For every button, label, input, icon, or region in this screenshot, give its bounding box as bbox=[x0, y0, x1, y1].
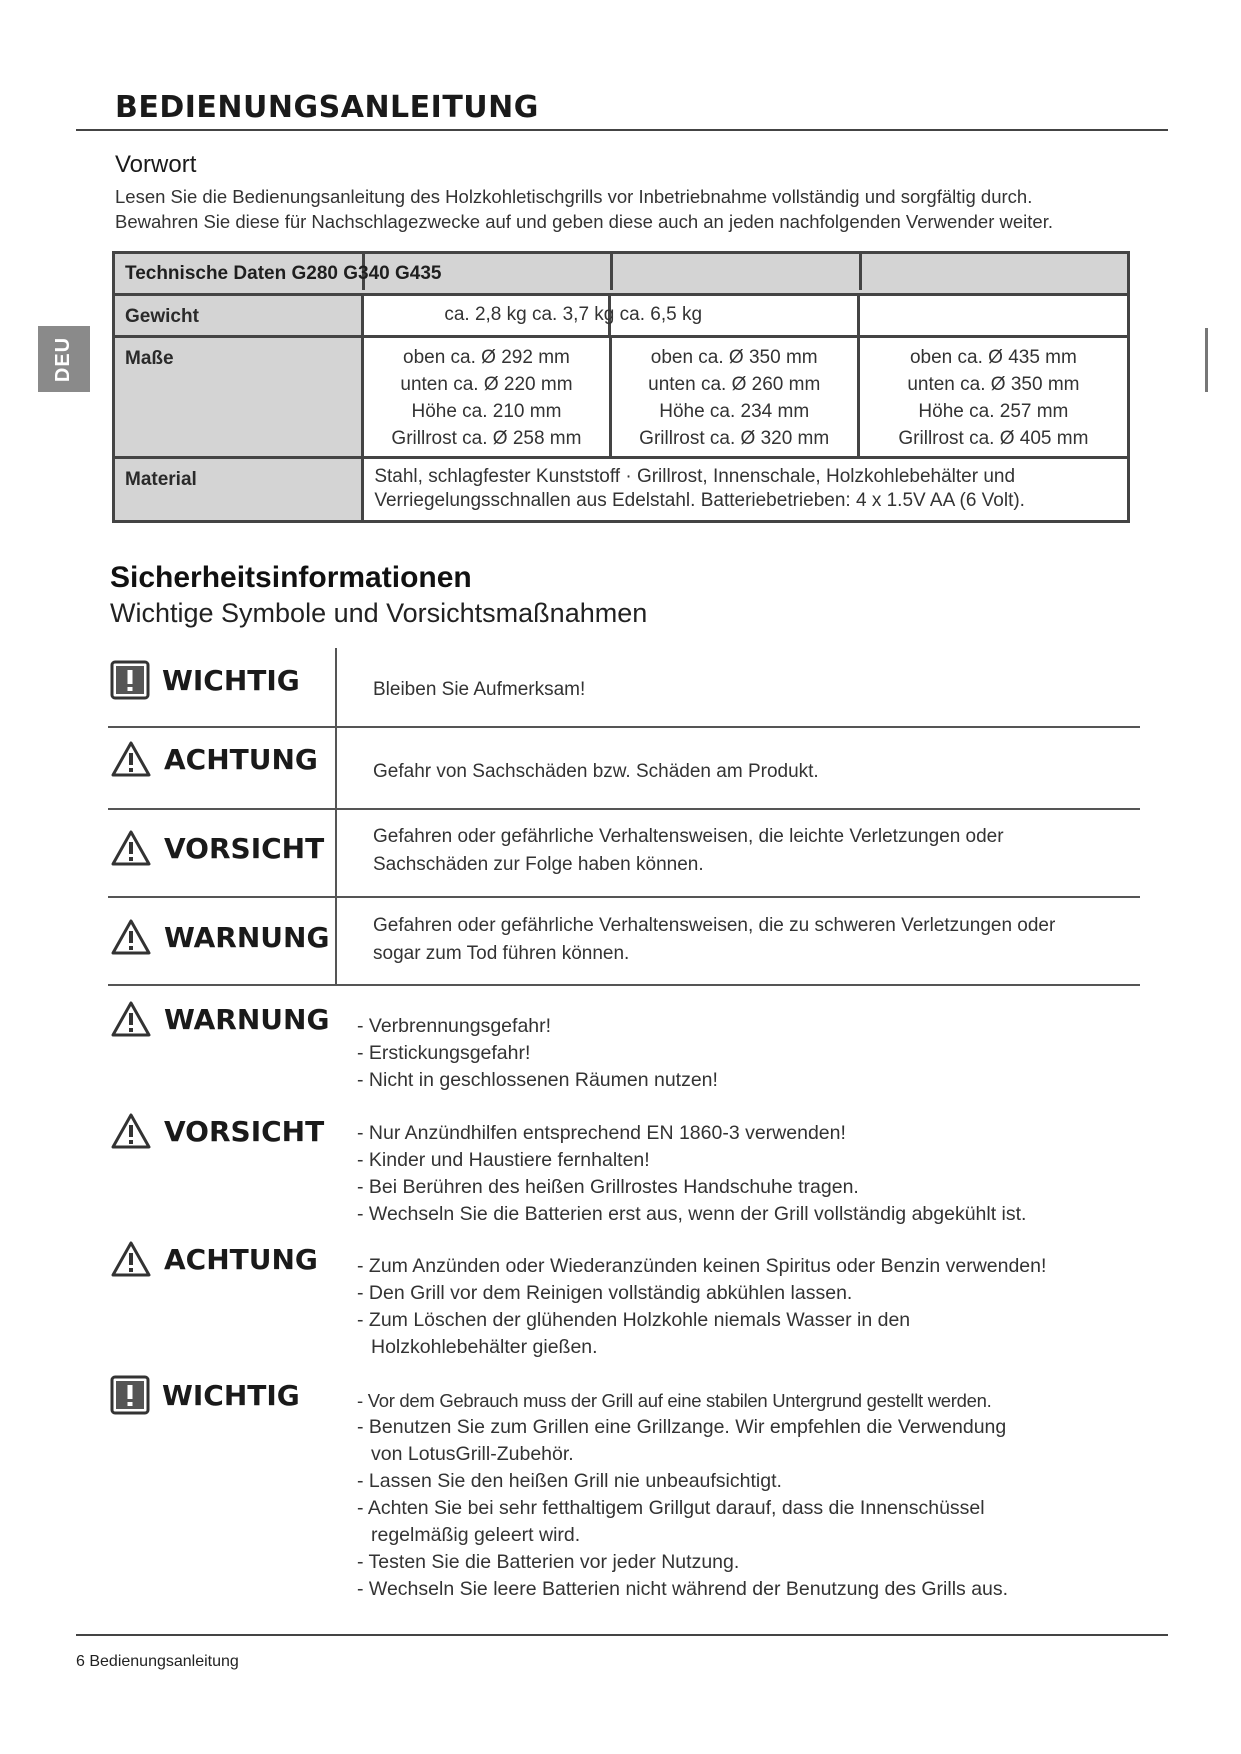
foreword-text: Lesen Sie die Bedienungsanleitung des Holzkohletischgrills vor Inbetriebnahme vollständig und sorgfältig durch. Bewahren Sie diese für Nachschlagezwecke auf und geben diese auch an jeden nachfolgenden Verwender weiter. bbox=[115, 186, 1053, 232]
page-title: BEDIENUNGSANLEITUNG bbox=[115, 90, 539, 125]
header-divider bbox=[76, 129, 1168, 131]
warning-triangle-icon bbox=[110, 918, 152, 956]
table-header-row bbox=[114, 253, 1129, 295]
warning-triangle-icon bbox=[110, 1000, 152, 1038]
important-icon bbox=[110, 660, 150, 700]
weight-label: Gewicht bbox=[114, 295, 363, 337]
list-item: - Den Grill vor dem Reinigen vollständig abkühlen lassen. bbox=[357, 1282, 853, 1304]
dims-label: Maße bbox=[114, 337, 363, 458]
list-item: - Bei Berühren des heißen Grillrostes Handschuhe tragen. bbox=[357, 1176, 859, 1198]
list-item: - Verbrennungsgefahr! bbox=[357, 1015, 552, 1037]
cautions-list bbox=[357, 1120, 1177, 1228]
warning-triangle-icon bbox=[110, 740, 152, 778]
list-item: - Testen Sie die Batterien vor jeder Nutzung. bbox=[357, 1551, 740, 1573]
symbol-attention: ACHTUNG bbox=[110, 740, 318, 778]
symbol-caution: VORSICHT bbox=[110, 829, 324, 867]
cautions-heading: VORSICHT bbox=[110, 1112, 324, 1150]
row-divider bbox=[108, 896, 1140, 898]
warning-desc: Gefahren oder gefährliche Verhaltensweisen, die zu schweren Verletzungen oder sogar zum Tod führen können. bbox=[373, 915, 1056, 964]
list-item: - Achten Sie bei sehr fetthaltigem Grillgut darauf, dass die Innenschüssel bbox=[357, 1497, 985, 1519]
row-divider bbox=[108, 984, 1140, 986]
weight-cell bbox=[363, 295, 859, 337]
material-label: Material bbox=[114, 458, 363, 522]
important-desc: Bleiben Sie Aufmerksam! bbox=[373, 679, 586, 700]
list-item: - Vor dem Gebrauch muss der Grill auf eine stabilen Untergrund gestellt werden. bbox=[357, 1390, 992, 1411]
safety-subtitle: Wichtige Symbole und Vorsichtsmaßnahmen bbox=[110, 598, 648, 628]
attention-desc: Gefahr von Sachschäden bzw. Schäden am Produkt. bbox=[373, 761, 819, 782]
tech-data-table bbox=[112, 251, 1130, 523]
important-heading: WICHTIG bbox=[110, 1375, 300, 1415]
list-item: - Kinder und Haustiere fernhalten! bbox=[357, 1149, 650, 1171]
dims-g435: oben ca. Ø 435 mm unten ca. Ø 350 mm Höhe ca. 257 mm Grillrost ca. Ø 405 mm bbox=[858, 337, 1128, 458]
row-divider bbox=[108, 726, 1140, 728]
important-list bbox=[357, 1387, 1177, 1603]
warning-triangle-icon bbox=[110, 1240, 152, 1278]
symbol-table-divider bbox=[335, 648, 337, 984]
list-item-continuation: regelmäßig geleert wird. bbox=[371, 1524, 581, 1546]
warnings-heading: WARNUNG bbox=[110, 1000, 329, 1038]
list-item-continuation: Holzkohlebehälter gießen. bbox=[371, 1336, 598, 1358]
dims-g340: oben ca. Ø 350 mm unten ca. Ø 260 mm Höhe ca. 234 mm Grillrost ca. Ø 320 mm bbox=[610, 337, 858, 458]
list-item: - Zum Anzünden oder Wiederanzünden keinen Spiritus oder Benzin verwenden! bbox=[357, 1255, 1047, 1277]
list-item: - Benutzen Sie zum Grillen eine Grillzange. Wir empfehlen die Verwendung bbox=[357, 1416, 1007, 1438]
row-divider bbox=[108, 808, 1140, 810]
list-item-continuation: von LotusGrill-Zubehör. bbox=[371, 1443, 574, 1465]
list-item: - Erstickungsgefahr! bbox=[357, 1042, 531, 1064]
warning-triangle-icon bbox=[110, 829, 152, 867]
foreword-heading: Vorwort bbox=[115, 151, 197, 178]
list-item: - Nicht in geschlossenen Räumen nutzen! bbox=[357, 1069, 718, 1091]
margin-marker bbox=[1205, 328, 1208, 392]
list-item: - Wechseln Sie die Batterien erst aus, wenn der Grill vollständig abgekühlt ist. bbox=[357, 1203, 1027, 1225]
list-item: - Wechseln Sie leere Batterien nicht während der Benutzung des Grills aus. bbox=[357, 1578, 1009, 1600]
list-item: - Nur Anzündhilfen entsprechend EN 1860-3 verwenden! bbox=[357, 1122, 846, 1144]
tech-header: Technische Daten G280 G340 G435 bbox=[125, 263, 442, 284]
material-value: Stahl, schlagfester Kunststoff · Grillrost, Innenschale, Holzkohlebehälter und Verriegelungsschnallen aus Edelstahl. Batteriebetrieben: 4 x 1.5V AA (6 Volt). bbox=[363, 458, 1129, 522]
symbol-important: WICHTIG bbox=[110, 660, 300, 700]
symbol-warning: WARNUNG bbox=[110, 918, 329, 956]
attention-heading: ACHTUNG bbox=[110, 1240, 318, 1278]
list-item: - Lassen Sie den heißen Grill nie unbeaufsichtigt. bbox=[357, 1470, 782, 1492]
list-item: - Zum Löschen der glühenden Holzkohle niemals Wasser in den bbox=[357, 1309, 911, 1331]
language-tab: DEU bbox=[38, 326, 90, 392]
important-icon bbox=[110, 1375, 150, 1415]
safety-title: Sicherheitsinformationen bbox=[110, 561, 472, 594]
footer-divider bbox=[76, 1634, 1168, 1636]
attention-list bbox=[357, 1253, 1177, 1361]
caution-desc: Gefahren oder gefährliche Verhaltensweisen, die leichte Verletzungen oder Sachschäden zur Folge haben können. bbox=[373, 826, 1004, 875]
dims-g280: oben ca. Ø 292 mm unten ca. Ø 220 mm Höhe ca. 210 mm Grillrost ca. Ø 258 mm bbox=[363, 337, 610, 458]
page-footer: 6 Bedienungsanleitung bbox=[76, 1653, 239, 1670]
weight-value: ca. 2,8 kg ca. 3,7 kg ca. 6,5 kg bbox=[444, 304, 703, 325]
warnings-list bbox=[357, 1013, 1177, 1094]
warning-triangle-icon bbox=[110, 1112, 152, 1150]
